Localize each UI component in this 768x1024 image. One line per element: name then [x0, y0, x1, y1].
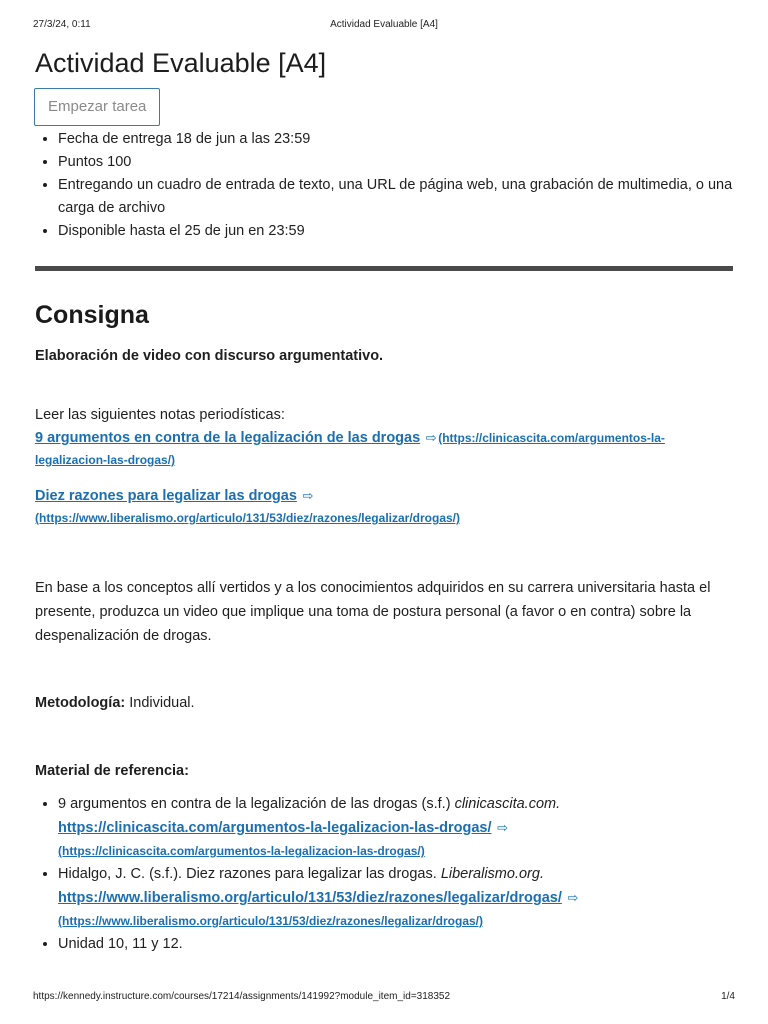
assignment-content [35, 46, 733, 956]
reference-link-url[interactable]: (https://clinicascita.com/argumentos-la-legalizacion-las-drogas/) [58, 844, 425, 858]
page-title: Actividad Evaluable [A4] [35, 48, 327, 78]
points: • Puntos 100 [58, 151, 733, 174]
due-date: • Fecha de entrega 18 de jun a las 23:59 [58, 128, 733, 151]
submission-types: • Entregando un cuadro de entrada de texto, una URL de página web, una grabación de multimedia, o una carga de archivo [58, 174, 733, 220]
reference-text: 9 argumentos en contra de la legalización de las drogas (s.f.) [58, 796, 455, 812]
reference-item: • Unidad 10, 11 y 12. [58, 933, 733, 956]
reference-source: Liberalismo.org. [440, 866, 544, 882]
material-heading: Material de referencia: [35, 763, 189, 779]
reading-link-2[interactable]: Diez razones para legalizar las drogas [35, 488, 297, 504]
methodology [35, 692, 733, 715]
reading-link-1-url[interactable]: (https://clinicascita.com/argumentos-la- [438, 431, 665, 445]
print-url: https://kennedy.instructure.com/courses/17214/assignments/141992?module_item_id=318352 [33, 991, 451, 1002]
reading-link-1-block [35, 427, 733, 471]
page-number: 1/4 [721, 991, 735, 1002]
reference-text: Hidalgo, J. C. (s.f.). Diez razones para legalizar las drogas. [58, 866, 441, 882]
reference-link-url[interactable]: (https://www.liberalismo.org/articulo/131/53/diez/razones/legalizar/drogas/) [58, 914, 483, 928]
reference-link[interactable]: https://clinicascita.com/argumentos-la-legalizacion-las-drogas/ [58, 820, 492, 836]
external-link-icon[interactable]: ⇨ [497, 820, 508, 835]
external-link-icon[interactable]: ⇨ [425, 430, 437, 445]
print-title: Actividad Evaluable [A4] [330, 19, 438, 30]
available-until: • Disponible hasta el 25 de jun en 23:59 [58, 220, 733, 243]
consigna-subtitle: Elaboración de video con discurso argumentativo. [35, 348, 384, 364]
reference-link[interactable]: https://www.liberalismo.org/articulo/131/53/diez/razones/legalizar/drogas/ [58, 890, 562, 906]
reading-intro: Leer las siguientes notas periodísticas: [35, 407, 285, 423]
section-divider [35, 266, 733, 271]
external-link-icon[interactable]: ⇨ [567, 890, 579, 905]
methodology-value: Individual. [125, 695, 195, 711]
reference-source: clinicascita.com. [454, 796, 561, 812]
consigna-heading: Consigna [35, 301, 149, 329]
print-footer [33, 991, 735, 1005]
reference-list [35, 793, 733, 956]
print-header [33, 19, 735, 33]
start-task-button[interactable]: Empezar tarea [34, 88, 160, 126]
assignment-body: En base a los conceptos allí vertidos y a los conocimientos adquiridos en su carrera universitaria hasta el presente, produzca un video que implique una toma de postura personal (a favor o en contra) sobre la despenalización de drogas. [35, 580, 711, 644]
external-link-icon[interactable]: ⇨ [302, 488, 314, 503]
methodology-label: Metodología: [35, 695, 126, 711]
reading-link-1[interactable]: 9 argumentos en contra de la legalización de las drogas [35, 430, 421, 446]
reading-link-2-block [35, 485, 733, 529]
reference-item [58, 793, 733, 863]
print-date: 27/3/24, 0:11 [33, 19, 91, 30]
assignment-details [35, 128, 733, 243]
reading-link-1-url-cont[interactable]: legalizacion-las-drogas/) [35, 453, 176, 467]
reading-link-2-url[interactable]: (https://www.liberalismo.org/articulo/131/53/diez/razones/legalizar/drogas/) [35, 511, 460, 525]
reference-item [58, 863, 733, 933]
